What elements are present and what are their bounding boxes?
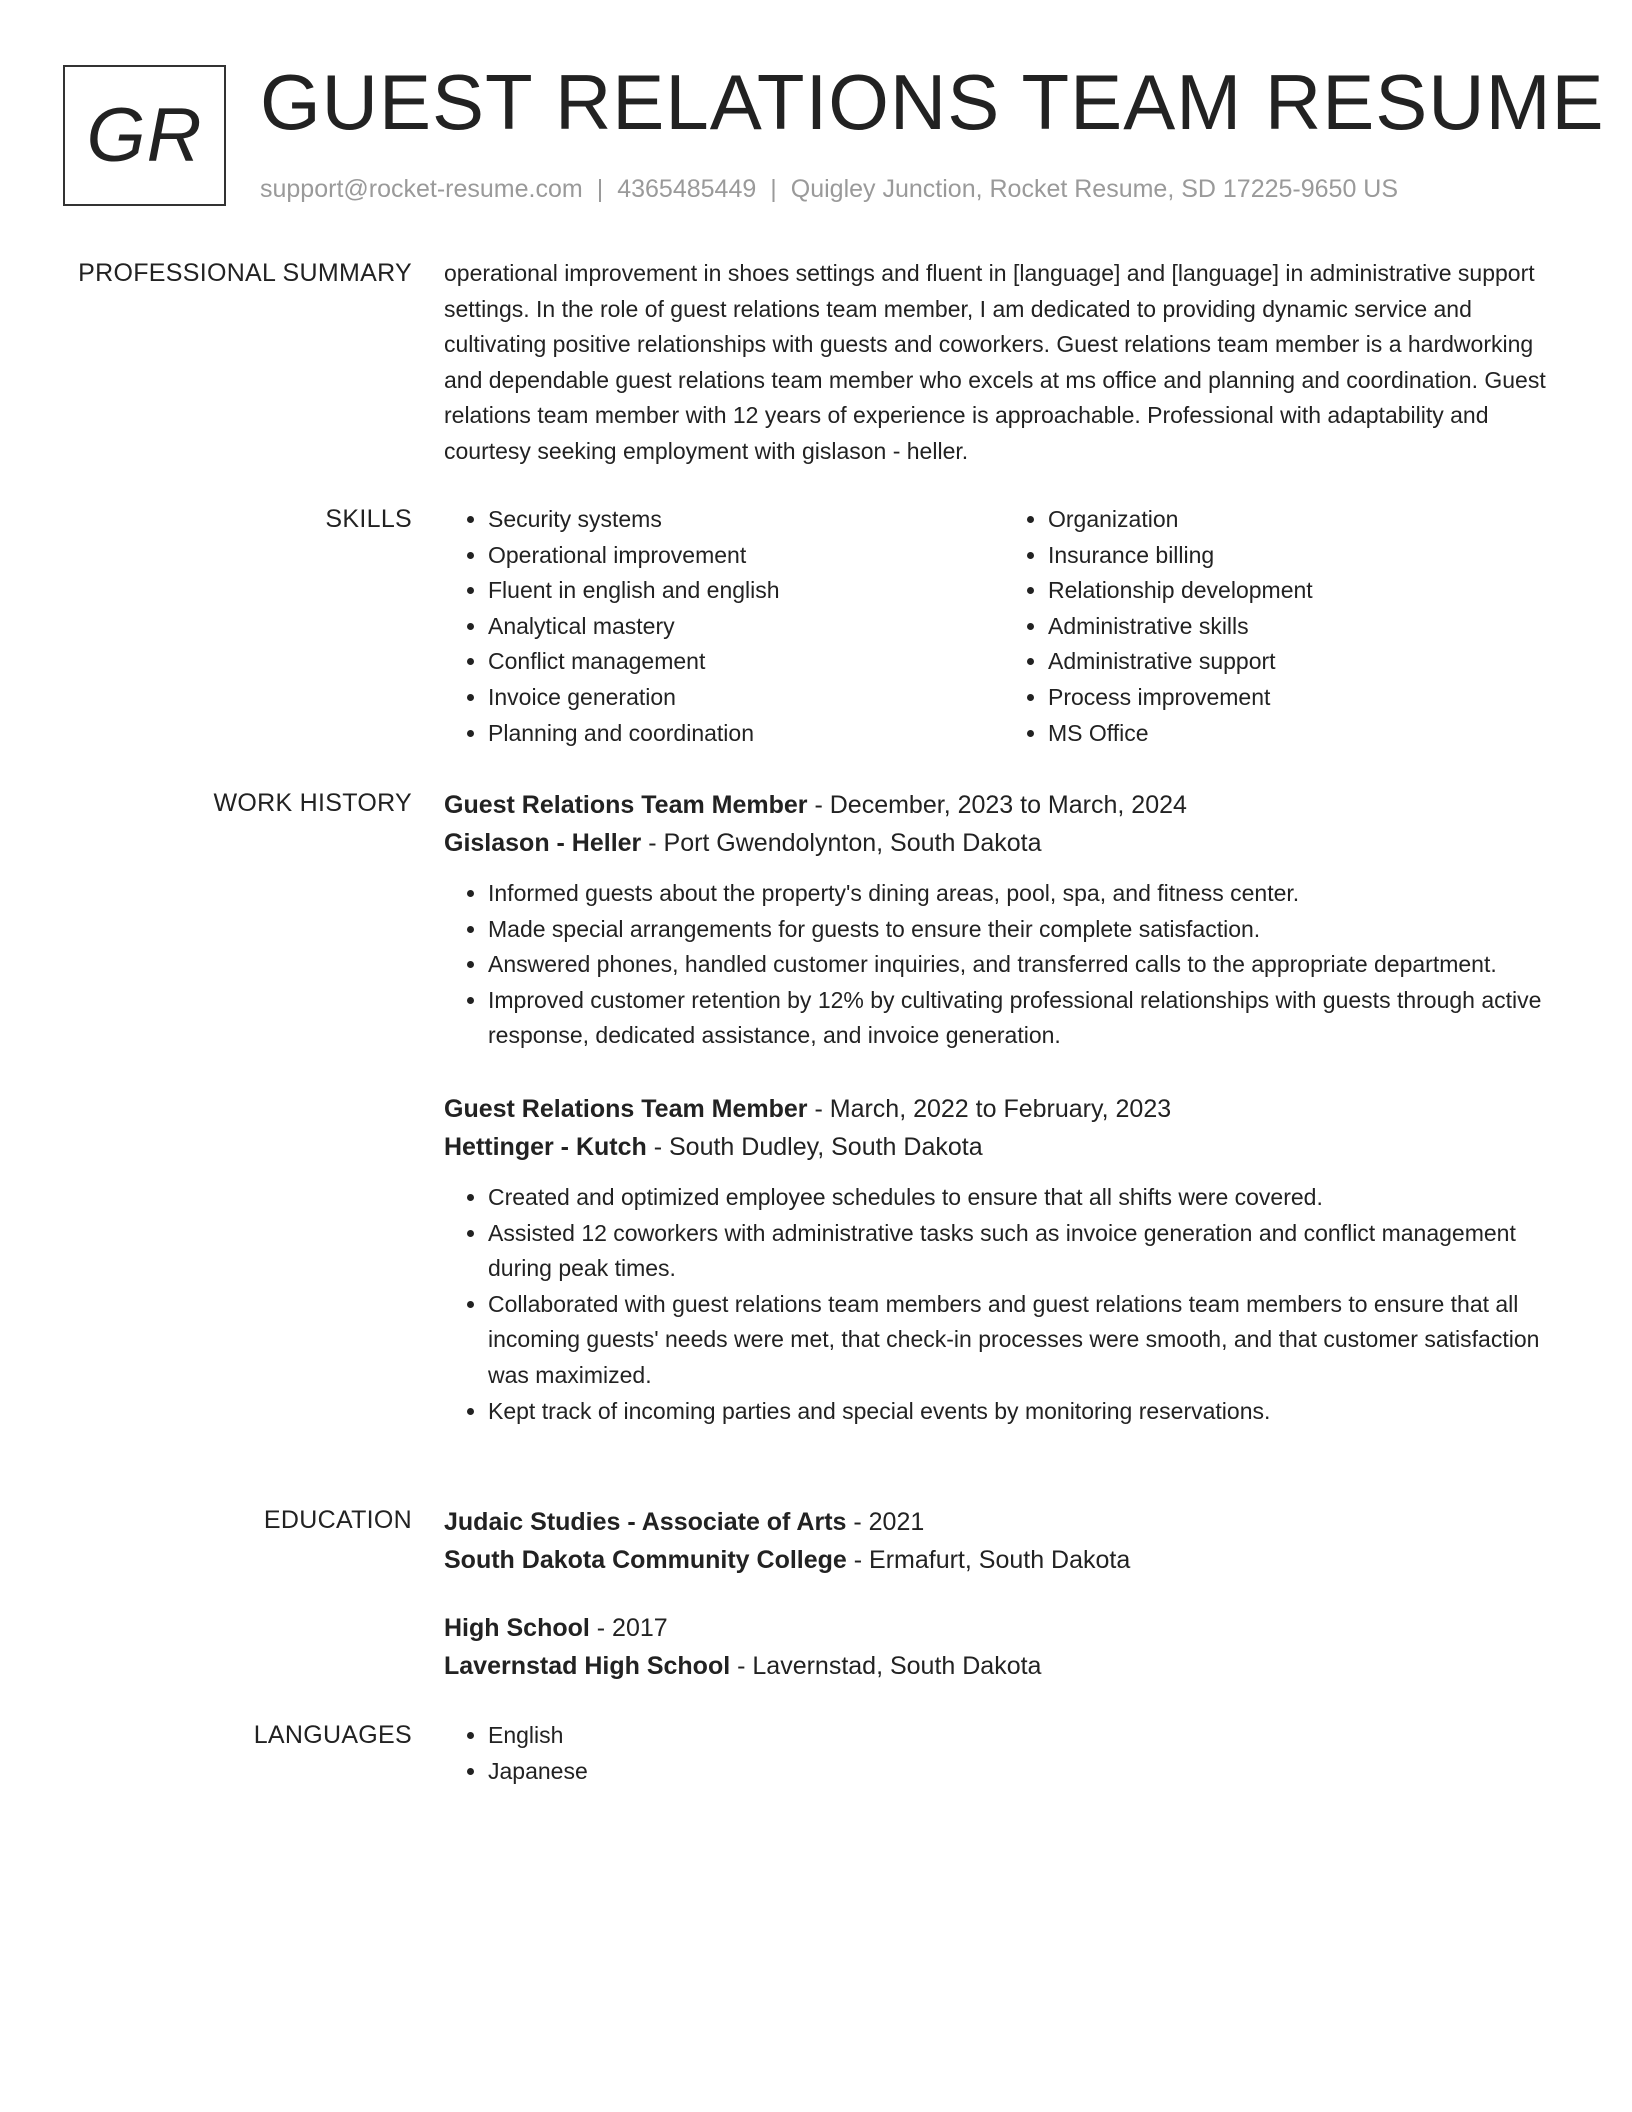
section-label-summary: PROFESSIONAL SUMMARY — [78, 259, 412, 287]
languages-body — [444, 1718, 1564, 1789]
skill-item: • Insurance billing — [1048, 538, 1564, 574]
education-body — [444, 1503, 1564, 1685]
skill-item: • Relationship development — [1048, 573, 1564, 609]
contact-line — [260, 173, 1398, 205]
job-bullets — [444, 876, 1564, 1054]
education-degree-line — [444, 1503, 1564, 1541]
education-degree: High School — [444, 1614, 590, 1642]
job-company-line — [444, 824, 1564, 862]
skill-item: • Analytical mastery — [488, 609, 1004, 645]
section-label-work: WORK HISTORY — [213, 789, 412, 817]
job-company-line — [444, 1128, 1564, 1166]
monogram: GR — [63, 65, 226, 206]
skills-body — [444, 502, 1564, 751]
section-label-education: EDUCATION — [263, 1506, 412, 1534]
job-company: Gislason - Heller — [444, 829, 642, 857]
contact-email: support@rocket-resume.com — [260, 175, 583, 203]
contact-address: Quigley Junction, Rocket Resume, SD 17225-9650 US — [790, 175, 1399, 203]
job-bullet: • Made special arrangements for guests to ensure their complete satisfaction. — [488, 912, 1564, 948]
language-item: • Japanese — [488, 1754, 1564, 1790]
education-degree-line — [444, 1609, 1564, 1647]
job-entry — [444, 1090, 1564, 1429]
education-school: Lavernstad High School — [444, 1652, 731, 1680]
skill-item: • Invoice generation — [488, 680, 1004, 716]
skill-item: • Fluent in english and english — [488, 573, 1004, 609]
skills-list-right — [1004, 502, 1564, 751]
skill-item: • MS Office — [1048, 716, 1564, 752]
education-location: - Ermafurt, South Dakota — [846, 1546, 1131, 1574]
section-label-skills: SKILLS — [325, 505, 412, 533]
job-location: - South Dudley, South Dakota — [646, 1132, 983, 1161]
education-year: - 2021 — [846, 1508, 925, 1536]
job-location: - Port Gwendolynton, South Dakota — [641, 829, 1042, 857]
contact-phone: 4365485449 — [617, 175, 757, 203]
job-title: Guest Relations Team Member — [444, 791, 808, 819]
job-bullet: • Improved customer retention by 12% by cultivating professional relationships with guests through active response, dedicated assistance, and invoice generation. — [488, 983, 1564, 1054]
job-bullet: • Answered phones, handled customer inquiries, and transferred calls to the appropriate department. — [488, 947, 1564, 983]
job-title-line — [444, 1090, 1564, 1128]
job-bullet: • Created and optimized employee schedules to ensure that all shifts were covered. — [488, 1180, 1564, 1216]
work-body — [444, 786, 1564, 1429]
skill-item: • Organization — [1048, 502, 1564, 538]
job-entry — [444, 786, 1564, 1054]
skill-item: • Conflict management — [488, 644, 1004, 680]
section-label-languages: LANGUAGES — [253, 1721, 412, 1749]
summary-body — [444, 256, 1564, 470]
job-bullets — [444, 1180, 1564, 1429]
job-bullet: • Informed guests about the property's dining areas, pool, spa, and fitness center. — [488, 876, 1564, 912]
job-bullet: • Collaborated with guest relations team members and guest relations team members to ensure that all incoming guests' needs were met, that check-in processes were smooth, and that customer satisfaction was maximized. — [488, 1287, 1564, 1394]
job-title: Guest Relations Team Member — [444, 1094, 808, 1123]
job-dates: - March, 2022 to February, 2023 — [807, 1094, 1172, 1123]
education-year: - 2017 — [589, 1614, 668, 1642]
education-entry — [444, 1503, 1564, 1579]
education-degree: Judaic Studies - Associate of Arts — [444, 1508, 847, 1536]
skill-item: • Security systems — [488, 502, 1004, 538]
job-dates: - December, 2023 to March, 2024 — [807, 791, 1187, 819]
job-bullet: • Kept track of incoming parties and special events by monitoring reservations. — [488, 1394, 1564, 1430]
job-bullet: • Assisted 12 coworkers with administrative tasks such as invoice generation and conflict management during peak times. — [488, 1216, 1564, 1287]
resume-title: GUEST RELATIONS TEAM RESUME — [260, 58, 1605, 146]
skill-item: • Planning and coordination — [488, 716, 1004, 752]
job-company: Hettinger - Kutch — [444, 1132, 647, 1161]
skill-item: • Operational improvement — [488, 538, 1004, 574]
language-item: • English — [488, 1718, 1564, 1754]
education-school-line — [444, 1647, 1564, 1685]
contact-separator: | — [596, 175, 604, 203]
skill-item: • Administrative skills — [1048, 609, 1564, 645]
job-title-line — [444, 786, 1564, 824]
summary-text: operational improvement in shoes settings and fluent in [language] and [language] in administrative support settings. In the role of guest relations team member, I am dedicated to providing dynamic service and cultivating positive relationships with guests and coworkers. Guest relations team member is a hardworking and dependable guest relations team member who excels at ms office and planning and coordination. Guest relations team member with 12 years of experience is approachable. Professional with adaptability and courtesy seeking employment with gislason - heller. — [444, 260, 1546, 464]
skills-list-left — [444, 502, 1004, 751]
education-entry — [444, 1609, 1564, 1685]
education-school-line — [444, 1541, 1564, 1579]
contact-separator: | — [770, 175, 777, 203]
education-school: South Dakota Community College — [444, 1546, 847, 1574]
skill-item: • Process improvement — [1048, 680, 1564, 716]
skill-item: • Administrative support — [1048, 644, 1564, 680]
languages-list — [444, 1718, 1564, 1789]
education-location: - Lavernstad, South Dakota — [730, 1652, 1042, 1680]
